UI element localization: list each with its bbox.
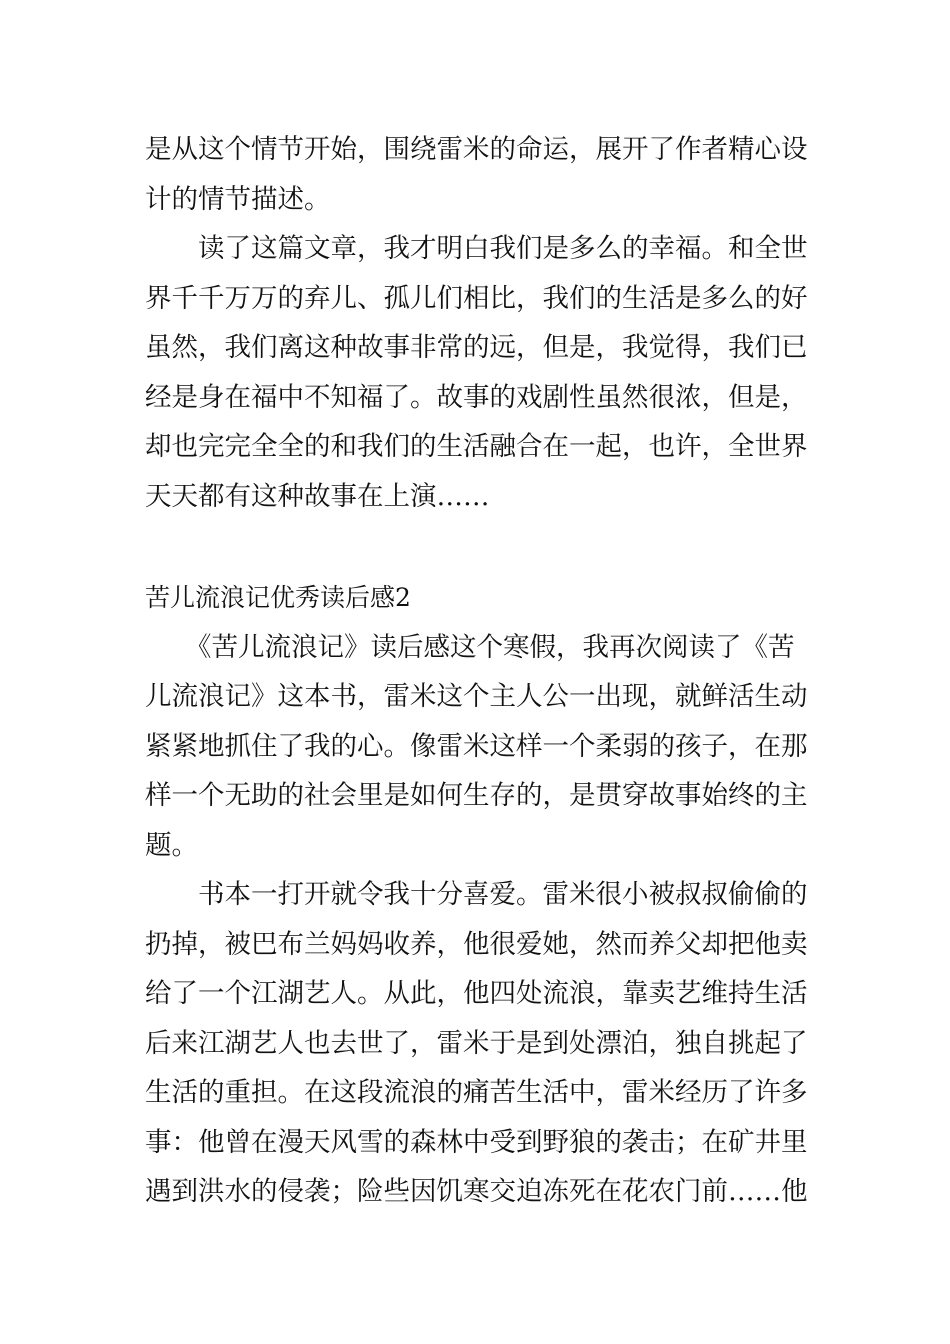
- text-line: 遇到洪水的侵袭；险些因饥寒交迫冻死在花农门前……他: [145, 1176, 808, 1207]
- text-line: 样一个无助的社会里是如何生存的，是贯穿故事始终的主: [145, 780, 808, 811]
- text-line: 虽然，我们离这种故事非常的远，但是，我觉得，我们已: [145, 332, 808, 363]
- text-line: 《苦儿流浪记》读后感这个寒假，我再次阅读了《苦: [185, 632, 795, 663]
- text-line: 天天都有这种故事在上演……: [145, 481, 490, 512]
- text-line: 事：他曾在漫天风雪的森林中受到野狼的袭击；在矿井里: [145, 1127, 808, 1158]
- text-line: 读了这篇文章，我才明白我们是多么的幸福。和全世: [198, 233, 808, 264]
- text-line: 扔掉，被巴布兰妈妈收养，他很爱她，然而养父却把他卖: [145, 929, 808, 960]
- text-line: 后来江湖艺人也去世了，雷米于是到处漂泊，独自挑起了: [145, 1028, 808, 1059]
- text-line: 题。: [145, 830, 198, 861]
- text-line: 是从这个情节开始，围绕雷米的命运，展开了作者精心设: [145, 134, 808, 165]
- text-line: 书本一打开就令我十分喜爱。雷米很小被叔叔偷偷的: [198, 879, 808, 910]
- text-line: 界千千万万的弃儿、孤儿们相比，我们的生活是多么的好: [145, 283, 808, 314]
- text-line: 紧紧地抓住了我的心。像雷米这样一个柔弱的孩子，在那: [145, 731, 808, 762]
- text-line: 给了一个江湖艺人。从此，他四处流浪，靠卖艺维持生活: [145, 978, 808, 1009]
- text-line: 却也完完全全的和我们的生活融合在一起，也许，全世界: [145, 431, 808, 462]
- section-heading: 苦儿流浪记优秀读后感2: [145, 583, 411, 612]
- text-line: 计的情节描述。: [145, 184, 331, 215]
- text-line: 儿流浪记》这本书，雷米这个主人公一出现，就鲜活生动: [145, 681, 808, 712]
- text-line: 生活的重担。在这段流浪的痛苦生活中，雷米经历了许多: [145, 1077, 808, 1108]
- text-line: 经是身在福中不知福了。故事的戏剧性虽然很浓，但是，: [145, 382, 808, 413]
